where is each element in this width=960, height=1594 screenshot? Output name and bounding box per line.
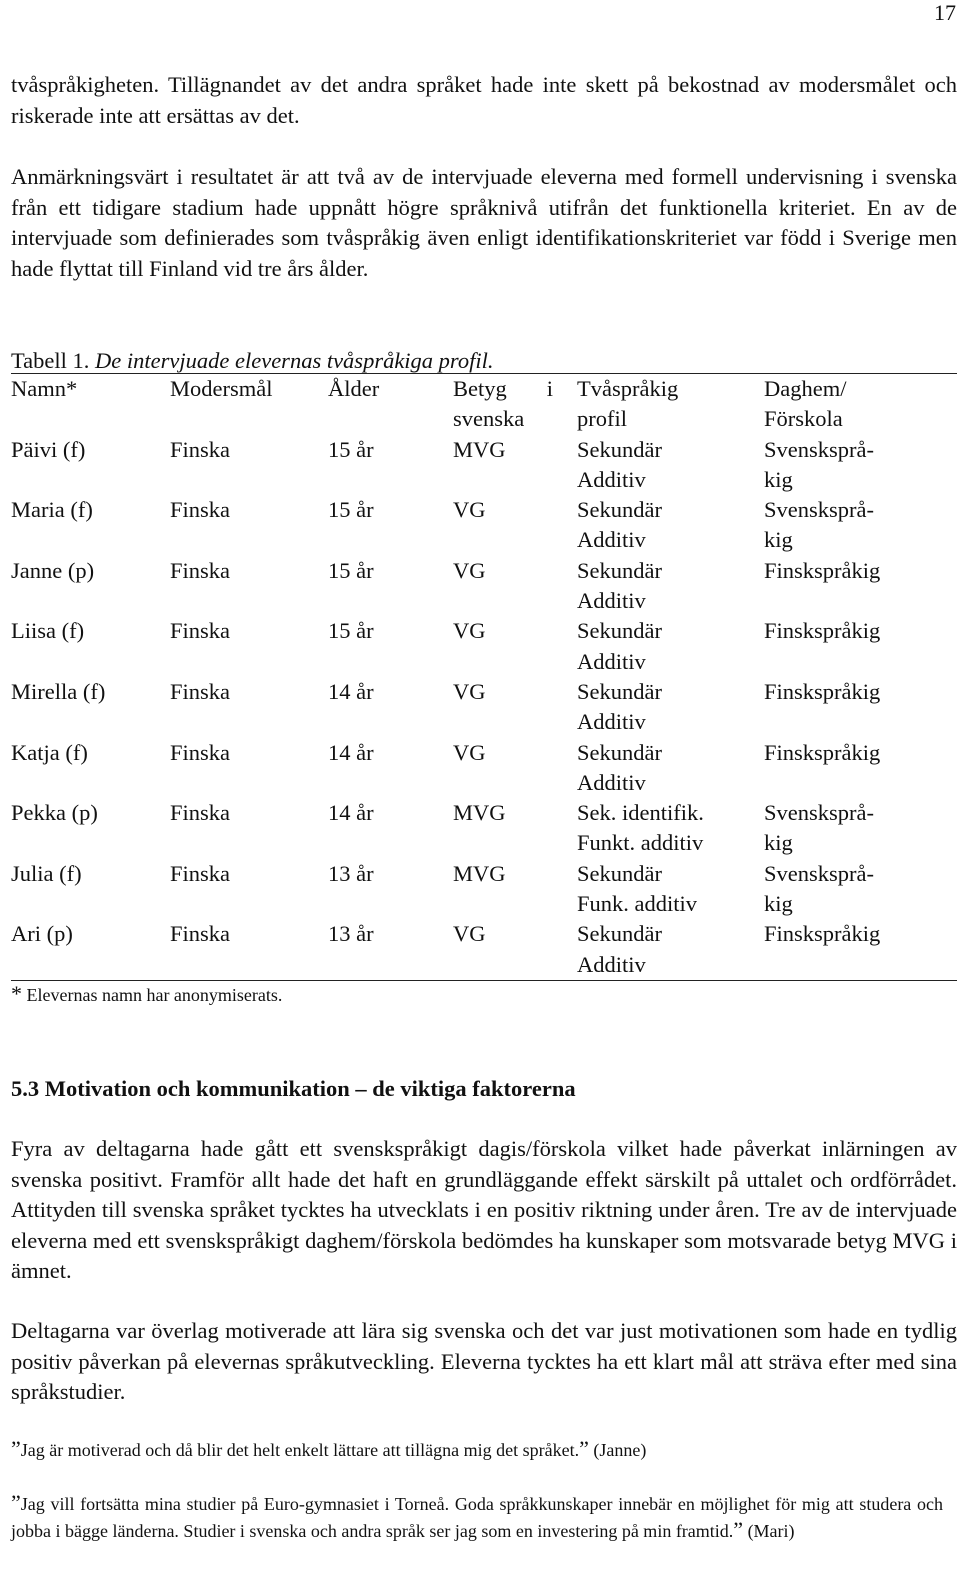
cell-daycare-line2 xyxy=(764,647,957,677)
cell-daycare xyxy=(764,738,957,799)
cell-language: Finska xyxy=(170,739,231,765)
table-row xyxy=(11,738,957,799)
cell-daycare-line2 xyxy=(764,768,957,798)
cell-daycare-line1: Svensksprå- xyxy=(764,436,874,462)
cell-profile-line1: Sekundär xyxy=(577,436,662,462)
table-row xyxy=(11,435,957,496)
cell-daycare-line2: kig xyxy=(764,891,793,917)
table-footnote xyxy=(11,982,282,1007)
quote-janne-attribution: (Janne) xyxy=(588,1440,647,1460)
cell-age: 14 år xyxy=(328,678,374,704)
cell-language: Finska xyxy=(170,618,231,644)
paragraph-daycare: Fyra av deltagarna hade gått ett svenskspråkigt dagis/förskola vilket hade påverkat inlärningen av svenska positivt. Framför allt hade det haft en grundläggande effekt särskilt på uttalet och ordförrådet. Attityden till svenska språket tycktes ha utvecklats i en positiv riktning under åren. Tre av de intervjuade eleverna med ett svenskspråkigt daghem/förskola bedömdes ha kunskaper som motsvarade betyg MVG i ämnet. xyxy=(11,1136,957,1283)
table-row xyxy=(11,677,957,738)
table-caption xyxy=(11,346,493,376)
cell-name: Maria (f) xyxy=(11,497,93,523)
cell-language: Finska xyxy=(170,678,231,704)
cell-daycare-line1: Finskspråkig xyxy=(764,921,881,947)
quote-mari-close: ” xyxy=(733,1517,744,1542)
quote-janne-text: Jag är motiverad och då blir det helt enkelt lättare att tillägna mig det språket. xyxy=(20,1440,580,1460)
cell-daycare-line1: Svensksprå- xyxy=(764,860,874,886)
header-profile-line2: profil xyxy=(577,406,627,432)
cell-daycare xyxy=(764,798,957,859)
cell-daycare-line2 xyxy=(764,707,957,737)
cell-daycare xyxy=(764,435,957,496)
cell-daycare-line2: kig xyxy=(764,466,793,492)
cell-name: Pekka (p) xyxy=(11,800,98,826)
cell-daycare xyxy=(764,495,957,556)
paragraph-intro: tvåspråkigheten. Tillägnandet av det andra språket hade inte skett på bekostnad av modersmålet och riskerade inte att ersättas av det. xyxy=(11,72,957,128)
cell-daycare xyxy=(764,616,957,677)
table-caption-label: Tabell 1. xyxy=(11,348,90,373)
quote-janne xyxy=(11,1436,943,1463)
header-language: Modersmål xyxy=(170,376,273,401)
cell-age: 13 år xyxy=(328,860,374,886)
cell-daycare-line1: Finskspråkig xyxy=(764,557,881,583)
cell-profile xyxy=(577,859,764,920)
cell-daycare-line2 xyxy=(764,586,957,616)
table-row xyxy=(11,798,957,859)
header-grade-word: Betyg xyxy=(453,376,507,401)
cell-profile-line2: Additiv xyxy=(577,709,646,735)
footnote-star: * xyxy=(11,981,22,1006)
cell-daycare-line2: kig xyxy=(764,830,793,856)
table-row xyxy=(11,919,957,980)
header-grade xyxy=(453,374,577,435)
cell-daycare xyxy=(764,859,957,920)
profile-table xyxy=(11,374,957,980)
table-body xyxy=(11,435,957,980)
cell-profile-line1: Sekundär xyxy=(577,739,662,765)
cell-daycare xyxy=(764,556,957,617)
cell-age: 15 år xyxy=(328,618,374,644)
cell-age: 15 år xyxy=(328,436,374,462)
cell-profile xyxy=(577,738,764,799)
cell-daycare-line2: kig xyxy=(764,527,793,553)
header-profile-line1: Tvåspråkig xyxy=(577,376,679,401)
cell-name: Katja (f) xyxy=(11,739,88,765)
cell-age: 14 år xyxy=(328,739,374,765)
header-daycare-line1: Daghem/ xyxy=(764,376,847,401)
profile-table-container xyxy=(11,373,957,981)
footnote-text: Elevernas namn har anonymiserats. xyxy=(22,985,283,1005)
table-row xyxy=(11,616,957,677)
cell-profile-line1: Sekundär xyxy=(577,497,662,523)
cell-grade: MVG xyxy=(453,800,506,826)
header-grade-line2: svenska xyxy=(453,406,525,432)
cell-age: 15 år xyxy=(328,557,374,583)
cell-language: Finska xyxy=(170,497,231,523)
cell-grade: VG xyxy=(453,739,486,765)
cell-language: Finska xyxy=(170,800,231,826)
quote-janne-close: ” xyxy=(579,1436,589,1461)
header-profile xyxy=(577,374,764,435)
cell-language: Finska xyxy=(170,921,231,947)
cell-grade: MVG xyxy=(453,436,506,462)
cell-profile-line2: Additiv xyxy=(577,769,646,795)
paragraph-results: Anmärkningsvärt i resultatet är att två av de intervjuade eleverna med formell undervisning i svenska från ett tidigare stadium hade uppnått högre språknivå utifrån det funktionella kriteriet. En av de intervjuade som definierades som tvåspråkig även enligt identifikationskriteriet var född i Sverige men hade flyttat till Finland vid tre års ålder. xyxy=(11,164,957,281)
header-daycare-line2: Förskola xyxy=(764,406,843,432)
cell-profile xyxy=(577,556,764,617)
cell-grade: VG xyxy=(453,497,486,523)
quote-mari-open: ” xyxy=(11,1490,21,1515)
cell-profile-line1: Sekundär xyxy=(577,557,662,583)
cell-profile-line1: Sekundär xyxy=(577,860,662,886)
cell-profile-line2: Funk. additiv xyxy=(577,891,698,917)
cell-daycare-line1: Svensksprå- xyxy=(764,497,874,523)
cell-profile xyxy=(577,677,764,738)
cell-age: 15 år xyxy=(328,497,374,523)
cell-profile-line1: Sek. identifik. xyxy=(577,800,704,826)
cell-name: Ari (p) xyxy=(11,921,73,947)
cell-profile xyxy=(577,919,764,980)
cell-profile xyxy=(577,435,764,496)
cell-daycare xyxy=(764,919,957,980)
cell-daycare-line1: Finskspråkig xyxy=(764,678,881,704)
page-number: 17 xyxy=(934,0,956,25)
cell-profile-line2: Additiv xyxy=(577,527,646,553)
cell-language: Finska xyxy=(170,860,231,886)
cell-language: Finska xyxy=(170,436,231,462)
cell-language: Finska xyxy=(170,557,231,583)
header-name: Namn* xyxy=(11,376,78,401)
quote-mari-attribution: (Mari) xyxy=(743,1521,795,1541)
cell-name: Mirella (f) xyxy=(11,678,106,704)
cell-name: Julia (f) xyxy=(11,860,82,886)
cell-daycare-line1: Svensksprå- xyxy=(764,800,874,826)
cell-profile-line2: Additiv xyxy=(577,588,646,614)
section-heading: 5.3 Motivation och kommunikation – de viktiga faktorerna xyxy=(11,1076,576,1101)
table-row xyxy=(11,495,957,556)
paragraph-motivation: Deltagarna var överlag motiverade att lära sig svenska och det var just motivationen som hade en tydlig positiv påverkan på elevernas språkutveckling. Eleverna tycktes ha ett klart mål att sträva efter med sina språkstudier. xyxy=(11,1318,957,1404)
cell-profile xyxy=(577,798,764,859)
cell-profile-line2: Additiv xyxy=(577,648,646,674)
cell-profile-line1: Sekundär xyxy=(577,618,662,644)
quote-mari-text: Jag vill fortsätta mina studier på Euro-gymnasiet i Torneå. Goda språkkunskaper innebär en möjlighet för mig att studera och jobba i bägge länderna. Studier i svenska och andra språk ser jag som en investering på min framtid. xyxy=(11,1494,943,1541)
table-header-row xyxy=(11,374,957,435)
cell-profile xyxy=(577,495,764,556)
header-daycare xyxy=(764,374,957,435)
table-caption-title: De intervjuade elevernas tvåspråkiga profil. xyxy=(95,348,494,373)
header-age: Ålder xyxy=(328,376,380,401)
cell-grade: VG xyxy=(453,921,486,947)
cell-daycare-line1: Finskspråkig xyxy=(764,618,881,644)
cell-profile-line2: Additiv xyxy=(577,951,646,977)
quote-janne-open: ” xyxy=(11,1436,21,1461)
cell-age: 13 år xyxy=(328,921,374,947)
cell-daycare-line1: Finskspråkig xyxy=(764,739,881,765)
table-row xyxy=(11,556,957,617)
cell-profile-line2: Additiv xyxy=(577,466,646,492)
cell-profile xyxy=(577,616,764,677)
cell-name: Päivi (f) xyxy=(11,436,86,462)
cell-profile-line2: Funkt. additiv xyxy=(577,830,704,856)
cell-grade: VG xyxy=(453,618,486,644)
header-grade-i: i xyxy=(546,376,553,401)
cell-profile-line1: Sekundär xyxy=(577,921,662,947)
cell-grade: VG xyxy=(453,557,486,583)
cell-age: 14 år xyxy=(328,800,374,826)
cell-daycare xyxy=(764,677,957,738)
cell-grade: VG xyxy=(453,678,486,704)
cell-grade: MVG xyxy=(453,860,506,886)
cell-name: Janne (p) xyxy=(11,557,95,583)
cell-daycare-line2 xyxy=(764,950,957,980)
cell-name: Liisa (f) xyxy=(11,618,85,644)
table-bottom-rule xyxy=(11,980,957,981)
quote-mari xyxy=(11,1490,943,1544)
table-row xyxy=(11,859,957,920)
cell-profile-line1: Sekundär xyxy=(577,678,662,704)
